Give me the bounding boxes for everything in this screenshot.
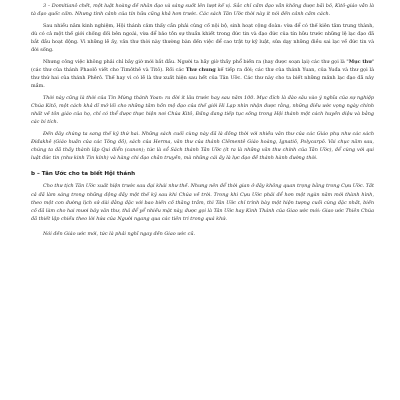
paragraph-letters (31, 58, 374, 91)
term-muc-thu: Mục thư (348, 58, 372, 65)
paragraph-letters-text-3: kế tiếp ra đời; các thư của thánh Yuan, của Yuđa và thư gọi là thư thứ hai của thánh Phêrô. Thế hay vì có lẽ là thư xuất hiện sau hết của Tân Ước. Các thư này cho ta biết những mảnh lạc đạo đã nảy mầm. (31, 66, 374, 90)
paragraph-letters-text-2: " (các thư của thánh Phaolô viết cho Timôthê và Titô). Rồi các (31, 58, 374, 73)
section-heading: b – Tân Ước cho ta biết Hội thánh (31, 171, 136, 178)
paragraph-second-century: Đến đây chúng ta sang thế kỷ thứ hai. Những sách cuối cùng này đã là đồng thời với nhiều văn thư của các Giáo phụ như các sách Điđakhê (Giáo huấn của các Tông đồ), sách của Herma, văn thư của thánh Clêmentê Giáo hoàng, Ignatiô, Polycarpô. Vài chục năm sau, chúng ta đã thấy thành lập Qui điển (canon); tức là sổ Sách thánh Tân Ước (ít ra là những văn thư chính của Tân Ước), để cùng với qui luật đức tin (như kinh Tin kính) và hàng chi đạo chân truyền, mà những cái ấy là lực đạo đề thánh hành đường thời. (31, 130, 374, 162)
paragraph-church-order: Sau nhiều năm kinh nghiệm, Hội thánh cảm thấy cần phải củng cố nội bộ, sinh hoạt cộng đoàn: vừa để có thế kiên tâm trung thành, dù có cả một thế giới chống đối bên ngoài, vừa để bảo tồn sự thuần khiết trong đức tin và đạo đức của tín hữu trước những lệ lạc đạo đã bắt đầu hoạt động. Vì những lẽ ấy, văn thư thời này thường bàn đến việc để cao trật tự kỷ luật, sửa dạy những điều sai lạc về đức tin và đời sống. (31, 22, 374, 54)
paragraph-domitian: 3 – Domitianô chết, một luật hoàng đế nhân đạo và sáng suốt lên lượt kế vị. Sắc chỉ cấm đạo vẫn không được bãi bỏ, Kitô-giáo vẫn là tà đạo quốc cấm. Nhưng tình cảnh của tín hữu cũng khả hơn trước. Các sách Tân Ước thời này ít nói đến cảnh cấm cách. (31, 3, 374, 18)
paragraph-section-body: Cho thư tịch Tân Ước xuất hiện trước sau đại khái như thế. Nhưng nên để thời gian ở đây không quan trọng bằng trong Cựu Ước. Tất cả đã làm sáng trong những động đấy một thế kỷ sau khi Chúa về trời. Trong khi Cựu Ước phải để hơn một ngàn năm mới thành hình, theo một con đường lịch sử dài đằng đặc với bao biến cố thăng trầm, thì Tân Ước chỉ trình bày một hiện tượng cuối cùng đặc nhất, biến cố đã làm cho hai mươi bảy văn thư, thả để yể nhiều mặt này, được gọi là Tân Ước hay Kinh Thánh của Giao ước mới: Giao ước Thiên Chúa đã thiết lập chiếu theo lời hứa của Người ngang qua các tiên tri trong quá khứ. (31, 183, 374, 222)
paragraph-gospel-john: Thời này cũng là thời của Tin Mừng thánh Yoan: ra đời ít lâu trước hay sau năm 100. Mục đích là đào sâu vào ý nghĩa của sự nghiệp Chúa Kitô, một cách khả dĩ mở lối cho những tâm hồn mộ đạo của thế giới Hi Lạp nhìn nhận được rằng, những điều ước vọng ngày chính nhất về tôn giáo của họ, chỉ có thể được thực hiện nơi Chúa Kitô, Đấng đang tiếp tục sống trong Hội thánh một cách huyền diệu và bằng các bí tích. (31, 94, 374, 126)
paragraph-covenant: Nói đến Giáo ước mới, tức là phải nghĩ ngay đến Giao ước cũ. (43, 231, 196, 238)
term-thu-chung: Thư chung (185, 66, 216, 73)
paragraph-letters-text-1: Nhưng công việc không phải chỉ bây giờ mới bắt đầu. Người ta hãy giờ thấy phổ biến ra (hay được soạn lại) các thư gọi là " (43, 58, 349, 65)
